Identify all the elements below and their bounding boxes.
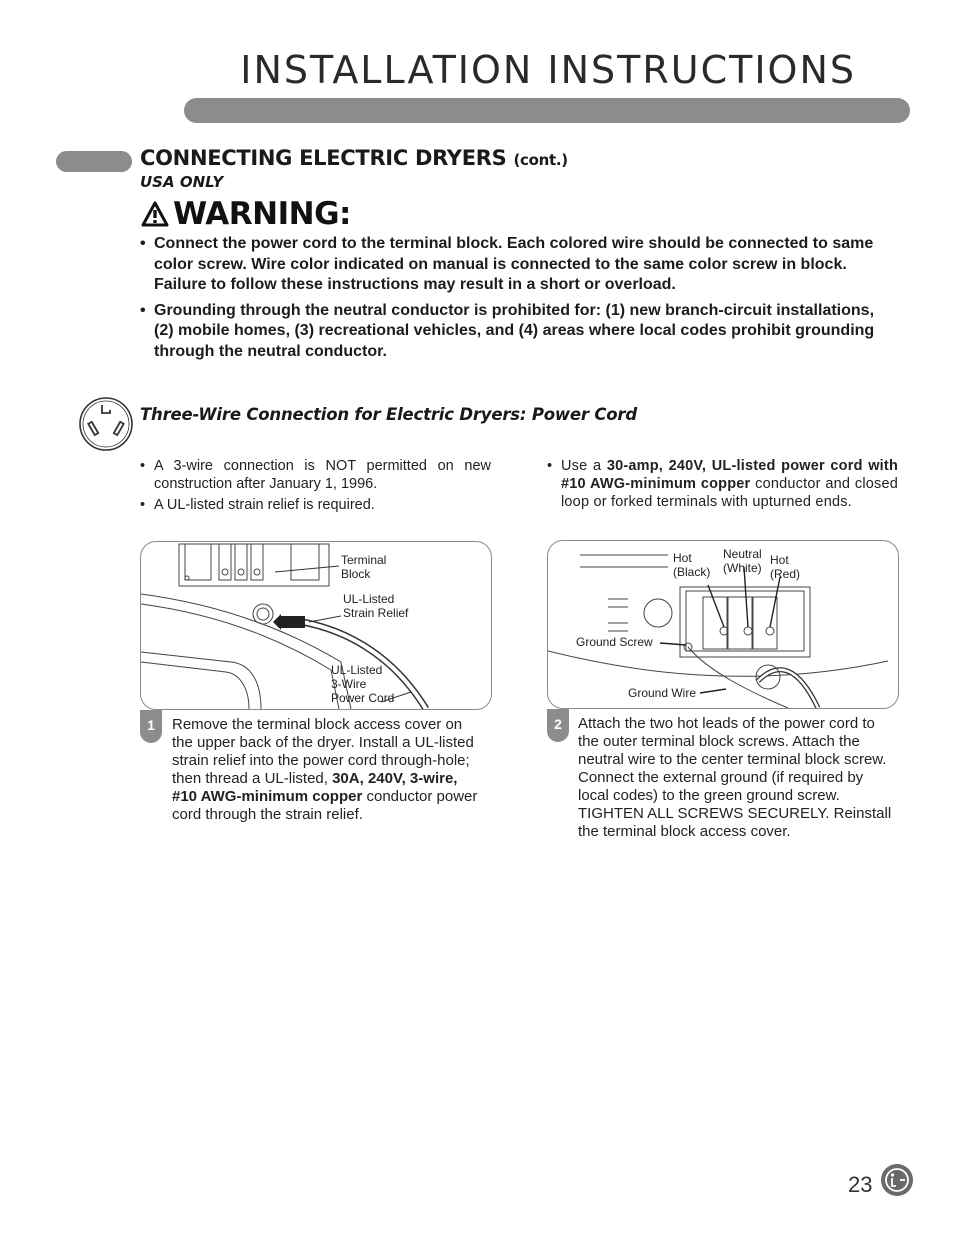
strain-relief-illustration (141, 542, 491, 709)
bullet-text-post: conductor and closed loop or forked terminals with upturned ends. (561, 476, 898, 510)
label-power-cord: UL-Listed 3-Wire Power Cord (331, 663, 395, 705)
label-ground-wire: Ground Wire (628, 686, 697, 700)
section-heading-cont: (cont.) (513, 151, 568, 169)
three-wire-heading: Three-Wire Connection for Electric Dryers: Power Cord (140, 405, 637, 424)
warning-triangle-icon (141, 201, 169, 227)
label-ground-screw: Ground Screw (576, 635, 653, 649)
label-strain-relief: UL-Listed Strain Relief (343, 592, 409, 620)
lg-logo-icon (880, 1163, 914, 1197)
page-number: 23 (848, 1172, 873, 1197)
warning-list (140, 234, 875, 367)
step-2-text: Attach the two hot leads of the power cord to the outer terminal block screws. Attach the neutral wire to the center terminal block screw. Connect the external ground (if required by local codes) to the green ground screw. TIGHTEN ALL SCREWS SECURELY. Reinstall the terminal block access cover. (578, 715, 892, 840)
bullet-item: • A UL-listed strain relief is required. (140, 496, 491, 514)
bullet-item: • A 3-wire connection is NOT permitted on new construction after January 1, 1996. (140, 457, 491, 493)
three-prong-outlet-icon (78, 396, 134, 452)
bullet-text-pre: Use a (561, 458, 607, 474)
section-heading (140, 146, 568, 170)
label-terminal-block: Terminal Block (341, 553, 387, 581)
warning-item: • Connect the power cord to the terminal block. Each colored wire should be connected to same color screw. Wire color indicated on manual is connected to the same color screw in block. Failure to follow these instructions may result in a short or overload. (140, 234, 875, 296)
step-1-text (172, 716, 482, 824)
section-pill (56, 151, 132, 172)
figure-strain-relief (140, 541, 492, 710)
bullet-text-bold: 30-amp, 240V, UL-listed power cord with #10 AWG-minimum copper (561, 458, 899, 492)
step-1-badge: 1 (140, 710, 162, 743)
figure-terminal-wiring (547, 540, 899, 709)
step-1-text-post: conductor power cord through the strain relief. (172, 788, 478, 823)
step-1-text-pre: Remove the terminal block access cover on the upper back of the dryer. Install a UL-listed strain relief into the power cord through-hole; then thread a UL-listed, (172, 716, 474, 787)
title-bar (184, 98, 910, 123)
page-title: INSTALLATION INSTRUCTIONS (240, 48, 856, 92)
step-1-text-bold: 30A, 240V, 3-wire, #10 AWG-minimum copper (172, 770, 458, 805)
warning-heading (141, 196, 351, 232)
warning-title: WARNING: (173, 196, 351, 232)
label-hot-red: Hot (Red) (770, 553, 801, 581)
step-2-badge: 2 (547, 709, 569, 742)
section-heading-text: CONNECTING ELECTRIC DRYERS (140, 146, 507, 170)
three-wire-right-bullets (547, 457, 898, 514)
usa-only-label: USA ONLY (140, 173, 224, 191)
label-hot-black: Hot (Black) (673, 551, 711, 579)
bullet-item (547, 457, 898, 511)
warning-item: • Grounding through the neutral conductor is prohibited for: (1) new branch-circuit installations, (2) mobile homes, (3) recreational vehicles, and (4) areas where local codes prohibit grounding through the neutral conductor. (140, 301, 875, 363)
three-wire-left-bullets (140, 457, 491, 517)
label-neutral-white: Neutral (White) (723, 547, 762, 575)
